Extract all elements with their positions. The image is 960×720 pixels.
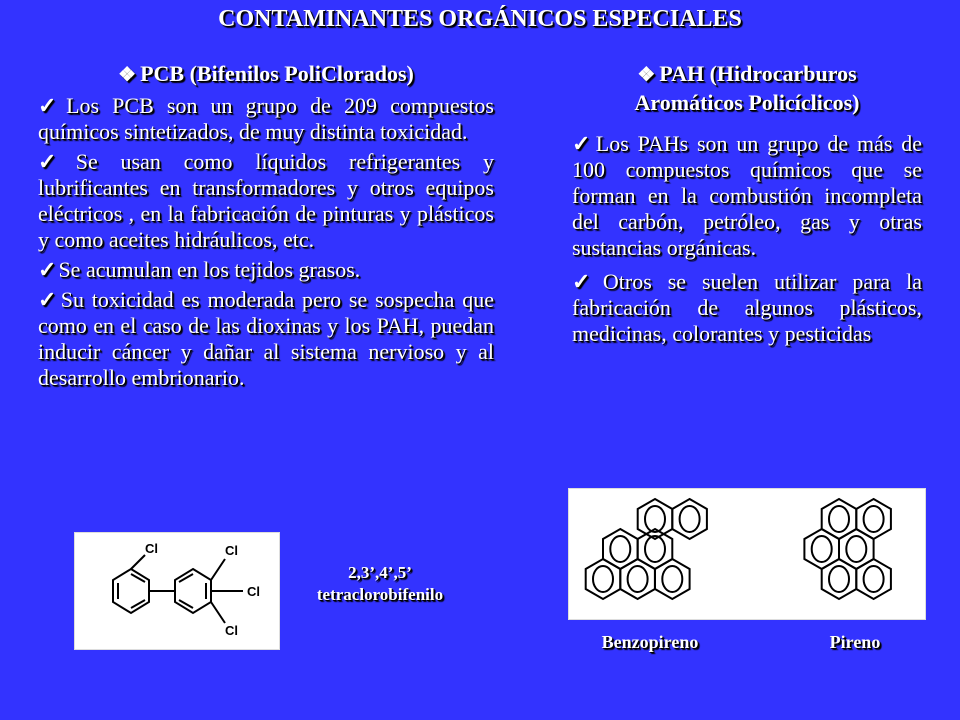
pah-molecules-image [568,488,926,620]
list-item: ✓Su toxicidad es moderada pero se sospecha que como en el caso de las dioxinas y los PAH, puedan inducir cáncer y dañar al sistema nervioso y al desarrollo embrionario. [38,287,495,390]
benzopyrene-structure [586,499,707,599]
pah-section [572,60,922,351]
check-icon: ✓ [38,287,59,312]
cl-label: Cl [225,623,238,638]
list-item: ✓Otros se suelen utilizar para la fabricación de algunos plásticos, medicinas, colorantes y pesticidas [572,269,922,346]
diamond-bullet-icon: ❖ [118,64,137,86]
check-icon: ✓ [572,269,601,294]
list-item: ✓Los PCB son un grupo de 209 compuestos químicos sintetizados, de muy distinta toxicidad. [38,93,494,144]
tetrachlorobiphenyl-structure [75,533,279,649]
check-icon: ✓ [38,149,74,174]
list-item: ✓Los PAHs son un grupo de más de 100 compuestos químicos que se forman en la combustión incompleta del carbón, petróleo, gas y otras sustancias orgánicas. [572,131,922,260]
diamond-bullet-icon: ❖ [637,64,656,86]
pah-heading: ❖ PAH (Hidrocarburos Aromáticos Policíclicos) [634,61,860,115]
cl-label: Cl [247,584,260,599]
pcb-section [38,60,494,395]
cl-label: Cl [145,541,158,556]
list-item: ✓Se acumulan en los tejidos grasos. [38,257,361,282]
slide-title: CONTAMINANTES ORGÁNICOS ESPECIALES [218,6,742,32]
cl-label: Cl [225,543,238,558]
pah-structures [569,489,925,619]
list-item: ✓Se usan como líquidos refrigerantes y lubrificantes en transformadores y otros equipos eléctricos , en la fabricación de pinturas y plásticos y como aceites hidráulicos, etc. [38,149,494,252]
pcb-molecule-image [74,532,280,650]
check-icon: ✓ [38,93,65,118]
benzopyrene-label: Benzopireno [601,632,699,652]
pyrene-structure [804,499,891,599]
pcb-heading: ❖ PCB (Bifenilos PoliClorados) [118,61,414,86]
pcb-molecule-caption: 2,3’,4’,5’ tetraclorobifenilo [316,563,444,604]
pah-bullet-list [572,131,922,347]
pyrene-label: Pireno [829,632,881,652]
check-icon: ✓ [38,257,57,282]
pcb-bullet-list [38,93,494,391]
check-icon: ✓ [572,131,594,156]
